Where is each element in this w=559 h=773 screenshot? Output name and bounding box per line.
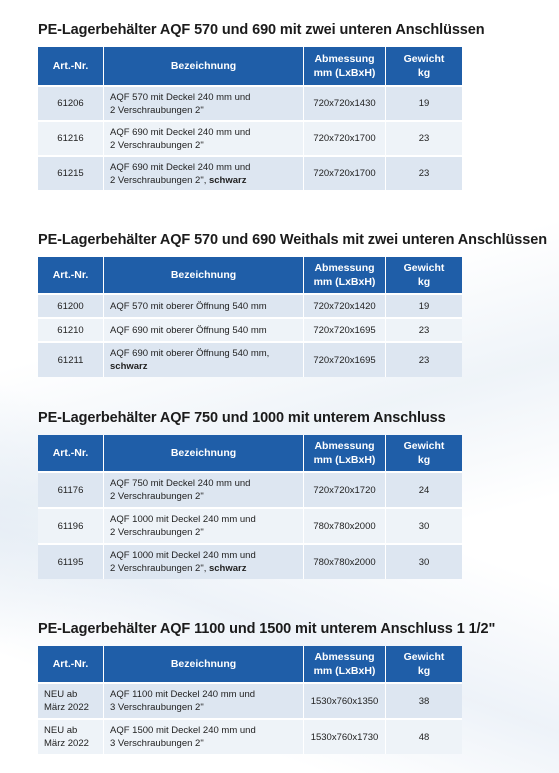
table-header-row: [38, 257, 462, 293]
art-nr-cell: NEU ab März 2022: [38, 718, 104, 754]
gewicht-cell: 19: [386, 85, 462, 120]
header-abmessung: Abmessung mm (LxBxH): [304, 435, 386, 471]
header-art-nr: Art.-Nr.: [38, 435, 104, 471]
abmessung-cell: 1530x760x1350: [304, 682, 386, 718]
bezeichnung-cell: AQF 690 mit oberer Öffnung 540 mm: [104, 317, 304, 341]
section-title: PE-Lagerbehälter AQF 1100 und 1500 mit unterem Anschluss 1 1/2": [38, 621, 496, 637]
art-nr-cell: 61215: [38, 155, 104, 190]
table-row: [38, 471, 462, 507]
art-nr-cell: 61196: [38, 507, 104, 543]
abmessung-cell: 1530x760x1730: [304, 718, 386, 754]
gewicht-cell: 30: [386, 507, 462, 543]
table-row: [38, 293, 462, 317]
section-aqf-1100-1500: [38, 621, 496, 754]
section-title: PE-Lagerbehälter AQF 570 und 690 Weithals mit zwei unteren Anschlüssen: [38, 232, 547, 248]
table-row: [38, 718, 462, 754]
gewicht-cell: 19: [386, 293, 462, 317]
bezeichnung-cell: AQF 690 mit Deckel 240 mm und 2 Verschraubungen 2": [104, 120, 304, 155]
abmessung-cell: 720x720x1695: [304, 317, 386, 341]
art-nr-cell: 61195: [38, 543, 104, 579]
abmessung-cell: 720x720x1720: [304, 471, 386, 507]
gewicht-cell: 24: [386, 471, 462, 507]
section-title: PE-Lagerbehälter AQF 570 und 690 mit zwei unteren Anschlüssen: [38, 22, 485, 38]
abmessung-cell: 720x720x1420: [304, 293, 386, 317]
table-row: [38, 543, 462, 579]
header-art-nr: Art.-Nr.: [38, 646, 104, 682]
header-abmessung: Abmessung mm (LxBxH): [304, 257, 386, 293]
header-bezeichnung: Bezeichnung: [104, 646, 304, 682]
header-gewicht: Gewicht kg: [386, 257, 462, 293]
art-nr-cell: 61176: [38, 471, 104, 507]
table-header-row: [38, 435, 462, 471]
table-row: [38, 85, 462, 120]
gewicht-cell: 23: [386, 317, 462, 341]
header-gewicht: Gewicht kg: [386, 646, 462, 682]
bezeichnung-cell: AQF 690 mit oberer Öffnung 540 mm, schwarz: [104, 341, 304, 377]
abmessung-cell: 720x720x1695: [304, 341, 386, 377]
abmessung-cell: 720x720x1700: [304, 155, 386, 190]
header-art-nr: Art.-Nr.: [38, 47, 104, 85]
art-nr-cell: 61200: [38, 293, 104, 317]
art-nr-cell: 61210: [38, 317, 104, 341]
header-bezeichnung: Bezeichnung: [104, 47, 304, 85]
bezeichnung-cell: AQF 1500 mit Deckel 240 mm und 3 Verschraubungen 2": [104, 718, 304, 754]
gewicht-cell: 48: [386, 718, 462, 754]
abmessung-cell: 780x780x2000: [304, 543, 386, 579]
bezeichnung-cell: AQF 1100 mit Deckel 240 mm und 3 Verschraubungen 2": [104, 682, 304, 718]
table-header-row: [38, 47, 462, 85]
art-nr-cell: 61206: [38, 85, 104, 120]
bezeichnung-cell: AQF 570 mit Deckel 240 mm und 2 Verschraubungen 2": [104, 85, 304, 120]
abmessung-cell: 780x780x2000: [304, 507, 386, 543]
bezeichnung-cell: AQF 750 mit Deckel 240 mm und 2 Verschraubungen 2": [104, 471, 304, 507]
gewicht-cell: 23: [386, 341, 462, 377]
bezeichnung-cell: AQF 1000 mit Deckel 240 mm und 2 Verschraubungen 2": [104, 507, 304, 543]
header-gewicht: Gewicht kg: [386, 435, 462, 471]
product-table: [38, 47, 462, 190]
product-table: [38, 257, 462, 377]
bezeichnung-cell: AQF 570 mit oberer Öffnung 540 mm: [104, 293, 304, 317]
gewicht-cell: 23: [386, 120, 462, 155]
section-title: PE-Lagerbehälter AQF 750 und 1000 mit unterem Anschluss: [38, 410, 446, 426]
header-abmessung: Abmessung mm (LxBxH): [304, 646, 386, 682]
gewicht-cell: 38: [386, 682, 462, 718]
art-nr-cell: NEU ab März 2022: [38, 682, 104, 718]
abmessung-cell: 720x720x1430: [304, 85, 386, 120]
gewicht-cell: 30: [386, 543, 462, 579]
table-row: [38, 120, 462, 155]
table-row: [38, 155, 462, 190]
header-gewicht: Gewicht kg: [386, 47, 462, 85]
bezeichnung-cell: AQF 1000 mit Deckel 240 mm und 2 Verschraubungen 2", schwarz: [104, 543, 304, 579]
header-bezeichnung: Bezeichnung: [104, 435, 304, 471]
section-aqf-570-690: [38, 22, 485, 190]
gewicht-cell: 23: [386, 155, 462, 190]
product-table: [38, 435, 462, 579]
table-header-row: [38, 646, 462, 682]
section-aqf-750-1000: [38, 410, 462, 579]
table-row: [38, 341, 462, 377]
header-abmessung: Abmessung mm (LxBxH): [304, 47, 386, 85]
art-nr-cell: 61216: [38, 120, 104, 155]
bezeichnung-cell: AQF 690 mit Deckel 240 mm und 2 Verschraubungen 2", schwarz: [104, 155, 304, 190]
header-bezeichnung: Bezeichnung: [104, 257, 304, 293]
table-row: [38, 682, 462, 718]
art-nr-cell: 61211: [38, 341, 104, 377]
abmessung-cell: 720x720x1700: [304, 120, 386, 155]
product-table: [38, 646, 462, 754]
header-art-nr: Art.-Nr.: [38, 257, 104, 293]
section-aqf-570-690-weithals: [38, 232, 547, 377]
table-row: [38, 317, 462, 341]
table-row: [38, 507, 462, 543]
